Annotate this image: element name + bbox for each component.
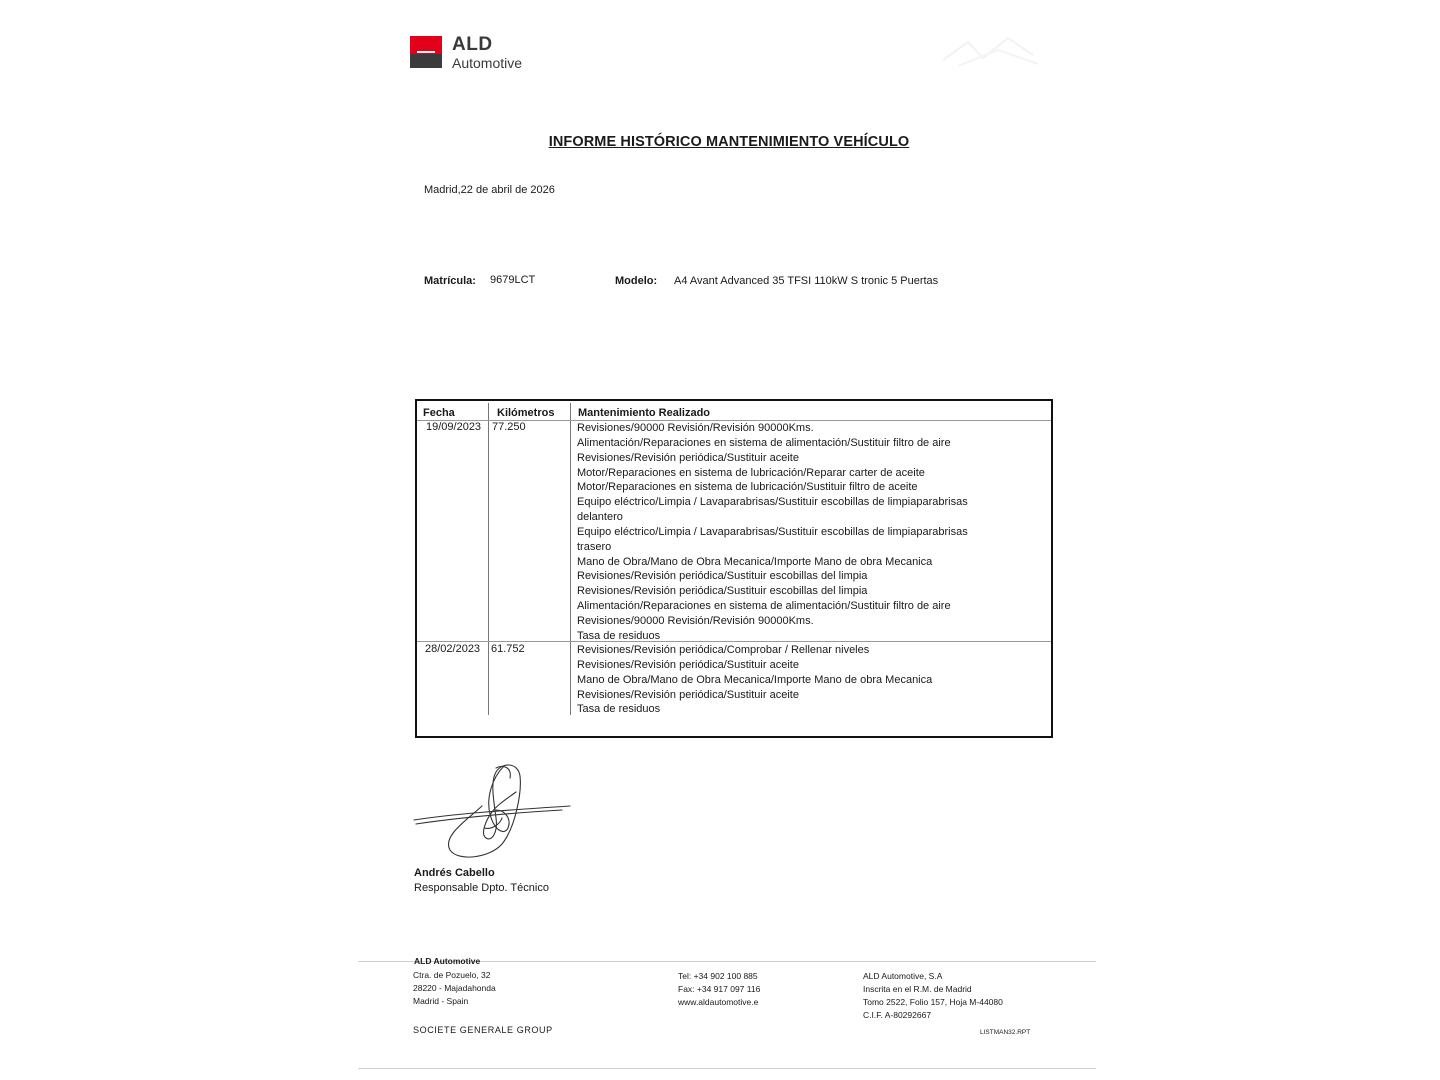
list-item: Mano de Obra/Mano de Obra Mecanica/Importe Mano de obra Mecanica (577, 555, 933, 568)
table-row-items (577, 421, 968, 644)
column-header-date: Fecha (423, 407, 455, 419)
list-item: Alimentación/Reparaciones en sistema de alimentación/Sustituir filtro de aire (577, 436, 951, 449)
table-row-km: 77.250 (492, 421, 526, 433)
table-row-items (577, 643, 932, 717)
list-item: Revisiones/Revisión periódica/Sustituir aceite (577, 688, 799, 701)
list-item: Revisiones/Revisión periódica/Sustituir escobillas del limpia (577, 570, 868, 583)
handwritten-signature-icon (412, 758, 574, 862)
plate-label: Matrícula: (424, 275, 476, 287)
footer-bottom-divider (358, 1068, 1096, 1069)
table-row-km: 61.752 (491, 643, 525, 655)
column-divider (488, 403, 489, 715)
list-item: Tasa de residuos (577, 703, 661, 716)
table-row-date: 28/02/2023 (425, 643, 481, 655)
logo-wordmark: ALD (452, 34, 493, 55)
signer-name: Andrés Cabello (414, 867, 495, 879)
list-item: trasero (577, 540, 612, 553)
list-item: Equipo eléctrico/Limpia / Lavaparabrisas/Sustituir escobillas de limpiaparabrisas (577, 496, 968, 509)
table-row-date: 19/09/2023 (426, 421, 482, 433)
footer-tel: Tel: +34 902 100 885 (678, 971, 758, 981)
signer-role: Responsable Dpto. Técnico (414, 882, 549, 894)
ald-logo-icon (410, 36, 442, 68)
list-item: Alimentación/Reparaciones en sistema de alimentación/Sustituir filtro de aire (577, 600, 951, 613)
footer-web: www.aldautomotive.e (678, 997, 759, 1007)
list-item: Revisiones/90000 Revisión/Revisión 90000Kms. (577, 614, 814, 627)
page-title: INFORME HISTÓRICO MANTENIMIENTO VEHÍCULO (548, 134, 910, 150)
footer-address-line: Madrid - Spain (413, 996, 469, 1006)
list-item: Mano de Obra/Mano de Obra Mecanica/Importe Mano de obra Mecanica (577, 673, 933, 686)
footer-fax: Fax: +34 917 097 116 (678, 984, 761, 994)
list-item: Revisiones/Revisión periódica/Sustituir escobillas del limpia (577, 585, 868, 598)
document-date: Madrid,22 de abril de 2026 (424, 184, 555, 196)
list-item: Revisiones/Revisión periódica/Sustituir aceite (577, 451, 799, 464)
column-header-km: Kilómetros (497, 407, 555, 419)
list-item: delantero (577, 511, 623, 524)
list-item: Tasa de residuos (577, 629, 661, 642)
column-header-maintenance: Mantenimiento Realizado (578, 407, 711, 419)
footer-legal-line: C.I.F. A-80292667 (863, 1010, 932, 1020)
list-item: Revisiones/Revisión periódica/Sustituir aceite (577, 658, 799, 671)
list-item: Revisiones/Revisión periódica/Comprobar / Rellenar niveles (577, 644, 870, 656)
logo-subtitle: Automotive (452, 55, 523, 71)
footer-address-line: Ctra. de Pozuelo, 32 (413, 970, 491, 980)
footer-legal-line: Inscrita en el R.M. de Madrid (863, 984, 972, 994)
model-label: Modelo: (615, 275, 658, 287)
footer-address-line: 28220 - Majadahonda (413, 983, 496, 993)
list-item: Motor/Reparaciones en sistema de lubricación/Reparar carter de aceite (577, 466, 925, 479)
footer-group-name: SOCIETE GENERALE GROUP (413, 1025, 553, 1035)
list-item: Revisiones/90000 Revisión/Revisión 90000Kms. (577, 422, 814, 434)
footer-legal-line: Tomo 2522, Folio 157, Hoja M-44080 (863, 997, 1003, 1007)
list-item: Motor/Reparaciones en sistema de lubricación/Sustituir filtro de aceite (577, 481, 918, 494)
faint-watermark-icon (938, 30, 1048, 70)
footer-legal-line: ALD Automotive, S.A (863, 971, 943, 981)
footer-company: ALD Automotive (414, 956, 481, 966)
model-value: A4 Avant Advanced 35 TFSI 110kW S tronic 5 Puertas (674, 275, 939, 287)
plate-value: 9679LCT (490, 274, 536, 286)
report-code: LISTMAN32.RPT (980, 1029, 1031, 1036)
list-item: Equipo eléctrico/Limpia / Lavaparabrisas/Sustituir escobillas de limpiaparabrisas (577, 525, 968, 538)
column-divider (570, 403, 571, 715)
